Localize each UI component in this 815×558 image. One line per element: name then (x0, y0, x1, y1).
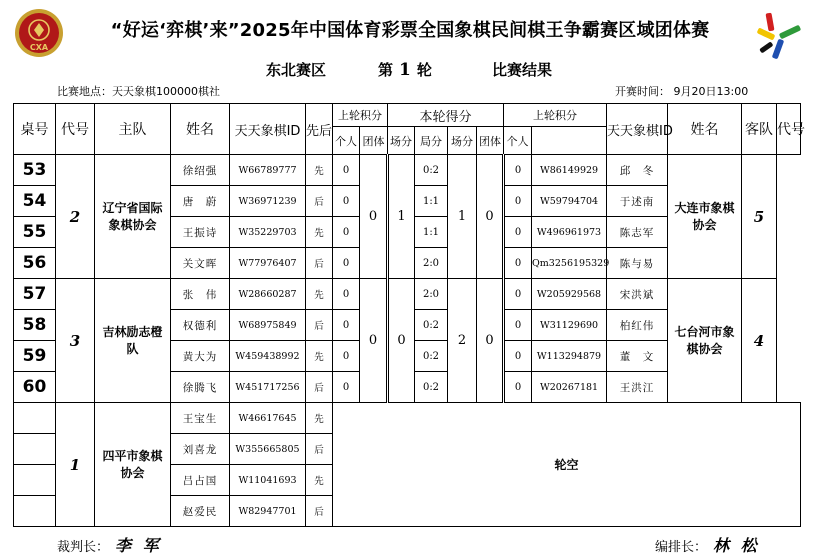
side-indicator: 后 (306, 434, 333, 465)
away-match-pts: 2 (448, 279, 477, 403)
away-player-name: 陈志军 (607, 217, 668, 248)
game-score: 1:1 (415, 186, 448, 217)
col-away-team: 客队 (742, 104, 777, 155)
away-prev-individual: 0 (504, 186, 532, 217)
home-player-name: 赵爱民 (171, 496, 230, 527)
sports-lottery-emblem (753, 11, 803, 61)
side-indicator: 后 (306, 310, 333, 341)
away-code: 4 (742, 279, 777, 403)
away-player-name: 邱 冬 (607, 155, 668, 186)
away-prev-individual: 0 (504, 217, 532, 248)
side-indicator: 后 (306, 496, 333, 527)
board-number: 53 (14, 155, 56, 186)
board-number: 59 (14, 341, 56, 372)
home-player-name: 唐 蔚 (171, 186, 230, 217)
home-player-id: W355665805 (230, 434, 306, 465)
home-player-id: W459438992 (230, 341, 306, 372)
col-side: 先后 (306, 104, 333, 155)
col-away-id: 天天象棋ID (607, 104, 668, 155)
home-player-name: 徐绍强 (171, 155, 230, 186)
away-prev-individual: 0 (504, 248, 532, 279)
home-player-id: W77976407 (230, 248, 306, 279)
home-player-name: 权德利 (171, 310, 230, 341)
home-team: 四平市象棋协会 (95, 403, 171, 527)
arranger-sign (655, 533, 760, 556)
home-prev-individual: 0 (333, 341, 360, 372)
board-number (14, 465, 56, 496)
game-score: 2:0 (415, 248, 448, 279)
away-prev-individual: 0 (504, 279, 532, 310)
game-score: 0:2 (415, 310, 448, 341)
home-player-id: W46617645 (230, 403, 306, 434)
board-number: 56 (14, 248, 56, 279)
col-home-match-pts: 场分 (388, 127, 415, 155)
home-prev-individual: 0 (333, 372, 360, 403)
col-away-prev-score: 上轮积分 (504, 104, 607, 127)
home-player-name: 王宝生 (171, 403, 230, 434)
away-match-pts: 1 (448, 155, 477, 279)
side-indicator: 先 (306, 155, 333, 186)
start-time-text: 开赛时间： 9月20日13:00 (615, 85, 749, 98)
away-player-id: W31129690 (532, 310, 607, 341)
cxa-logo (14, 8, 64, 58)
home-prev-individual: 0 (333, 155, 360, 186)
bye-label: 轮空 (333, 403, 801, 527)
home-prev-individual: 0 (333, 217, 360, 248)
home-player-name: 刘喜龙 (171, 434, 230, 465)
home-player-name: 吕占国 (171, 465, 230, 496)
side-indicator: 后 (306, 186, 333, 217)
results-table (13, 103, 806, 527)
col-board: 桌号 (14, 104, 56, 155)
home-player-name: 徐腾飞 (171, 372, 230, 403)
referee-sign (57, 533, 162, 556)
result-label: 比赛结果 (492, 61, 553, 79)
board-number: 55 (14, 217, 56, 248)
game-score: 1:1 (415, 217, 448, 248)
side-indicator: 先 (306, 403, 333, 434)
away-player-name: 柏红伟 (607, 310, 668, 341)
page-title: “好运‘弈棋’来”2025年中国体育彩票全国象棋民间棋王争霸赛区域团体赛 (110, 20, 710, 41)
board-number: 57 (14, 279, 56, 310)
col-home-prev-individual: 个人 (333, 127, 360, 155)
home-player-id: W66789777 (230, 155, 306, 186)
home-player-name: 关文晖 (171, 248, 230, 279)
game-score: 0:2 (415, 155, 448, 186)
home-player-id: W36971239 (230, 186, 306, 217)
home-match-pts: 1 (388, 155, 415, 279)
col-away-code: 代号 (777, 104, 801, 155)
game-score: 2:0 (415, 279, 448, 310)
home-prev-individual: 0 (333, 248, 360, 279)
logo-text: CXA (29, 43, 49, 52)
col-code: 代号 (56, 104, 95, 155)
home-code: 2 (56, 155, 95, 279)
home-player-id: W82947701 (230, 496, 306, 527)
col-home-team: 主队 (95, 104, 171, 155)
col-away-name: 姓名 (668, 104, 742, 155)
col-away-prev-individual: 个人 (504, 127, 532, 155)
round-prefix: 第 (378, 61, 394, 79)
away-player-id: W496961973 (532, 217, 607, 248)
home-player-name: 张 伟 (171, 279, 230, 310)
away-player-name: 于述南 (607, 186, 668, 217)
arranger-name: 林 松 (713, 536, 760, 555)
away-player-id: W113294879 (532, 341, 607, 372)
home-player-name: 王振诗 (171, 217, 230, 248)
side-indicator: 先 (306, 279, 333, 310)
side-indicator: 后 (306, 372, 333, 403)
away-team: 七台河市象棋协会 (668, 279, 742, 403)
away-player-name: 陈与易 (607, 248, 668, 279)
away-player-name: 王洪江 (607, 372, 668, 403)
home-player-name: 黄大为 (171, 341, 230, 372)
away-prev-individual: 0 (504, 372, 532, 403)
away-player-name: 董 文 (607, 341, 668, 372)
home-prev-team: 0 (360, 279, 388, 403)
round-label (378, 59, 432, 80)
board-number (14, 403, 56, 434)
game-score: 0:2 (415, 341, 448, 372)
home-prev-team: 0 (360, 155, 388, 279)
referee-label: 裁判长： (57, 540, 110, 555)
away-prev-individual: 0 (504, 341, 532, 372)
home-prev-individual: 0 (333, 310, 360, 341)
round-suffix: 轮 (416, 61, 432, 79)
away-prev-individual: 0 (504, 155, 532, 186)
side-indicator: 后 (306, 248, 333, 279)
side-indicator: 先 (306, 465, 333, 496)
game-score: 0:2 (415, 372, 448, 403)
board-number: 60 (14, 372, 56, 403)
col-game-pts: 局分 (415, 127, 448, 155)
away-player-name: 宋洪斌 (607, 279, 668, 310)
side-indicator: 先 (306, 217, 333, 248)
arranger-label: 编排长： (655, 540, 708, 555)
away-player-id: W205929568 (532, 279, 607, 310)
col-away-match-pts: 场分 (448, 127, 477, 155)
board-number: 58 (14, 310, 56, 341)
home-player-id: W68975849 (230, 310, 306, 341)
away-code: 5 (742, 155, 777, 279)
home-prev-individual: 0 (333, 279, 360, 310)
col-home-prev-score: 上轮积分 (333, 104, 388, 127)
col-round-score: 本轮得分 (388, 104, 504, 127)
away-prev-individual: 0 (504, 310, 532, 341)
side-indicator: 先 (306, 341, 333, 372)
table-row (14, 155, 801, 186)
home-player-id: W28660287 (230, 279, 306, 310)
col-home-id: 天天象棋ID (230, 104, 306, 155)
away-player-id: W59794704 (532, 186, 607, 217)
board-number: 54 (14, 186, 56, 217)
home-match-pts: 0 (388, 279, 415, 403)
round-number: 1 (399, 60, 411, 80)
home-player-id: W35229703 (230, 217, 306, 248)
home-code: 1 (56, 403, 95, 527)
home-code: 3 (56, 279, 95, 403)
board-number (14, 496, 56, 527)
board-number (14, 434, 56, 465)
home-player-id: W11041693 (230, 465, 306, 496)
away-prev-team: 0 (477, 279, 504, 403)
col-home-prev-team: 团体 (360, 127, 388, 155)
away-player-id: W86149929 (532, 155, 607, 186)
away-team: 大连市象棋协会 (668, 155, 742, 279)
home-player-id: W451717256 (230, 372, 306, 403)
away-player-id: Qm3256195329 (532, 248, 607, 279)
home-team: 辽宁省国际象棋协会 (95, 155, 171, 279)
table-row (14, 403, 801, 434)
venue-text: 比赛地点：天天象棋100000棋社 (57, 85, 220, 98)
referee-name: 李 军 (115, 536, 162, 555)
table-row (14, 279, 801, 310)
away-prev-team: 0 (477, 155, 504, 279)
col-away-prev-team: 团体 (477, 127, 504, 155)
region-label: 东北赛区 (266, 61, 327, 79)
col-home-name: 姓名 (171, 104, 230, 155)
home-team: 吉林励志橙队 (95, 279, 171, 403)
away-player-id: W20267181 (532, 372, 607, 403)
home-prev-individual: 0 (333, 186, 360, 217)
